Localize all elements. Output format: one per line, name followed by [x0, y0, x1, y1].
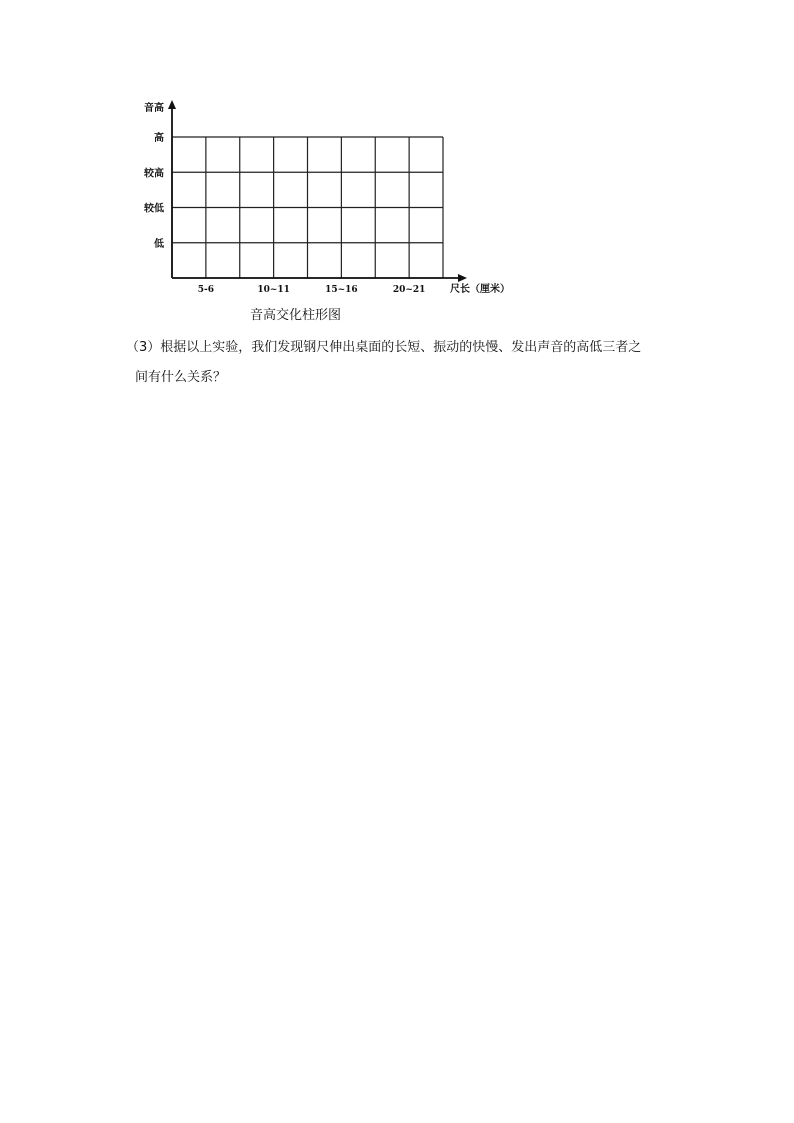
- x-tick-label: 10~11: [257, 285, 290, 295]
- question-line-1: （3）根据以上实验，我们发现钢尺伸出桌面的长短、振动的快慢、发出声音的高低三者之: [126, 340, 642, 355]
- pitch-bar-chart-grid: [130, 95, 530, 305]
- question-line-2: 间有什么关系？: [135, 370, 227, 385]
- question-3: [126, 333, 686, 393]
- x-axis-title: 尺长（厘米）: [450, 284, 510, 295]
- y-tick-label: 低: [154, 238, 164, 250]
- x-tick-label: 20~21: [392, 285, 426, 295]
- y-tick-label: 较高: [144, 168, 164, 180]
- x-tick-label: 5-6: [197, 285, 215, 295]
- x-tick-label: 15~16: [325, 285, 358, 295]
- x-axis-arrow: [458, 274, 467, 282]
- y-tick-label: 高: [154, 133, 164, 144]
- y-axis-arrow: [168, 100, 176, 109]
- y-tick-label: 较低: [144, 203, 164, 215]
- chart-caption: 音高交化柱形图: [250, 308, 342, 323]
- chart-grid: [172, 137, 443, 278]
- y-axis-title: 音高: [144, 103, 164, 114]
